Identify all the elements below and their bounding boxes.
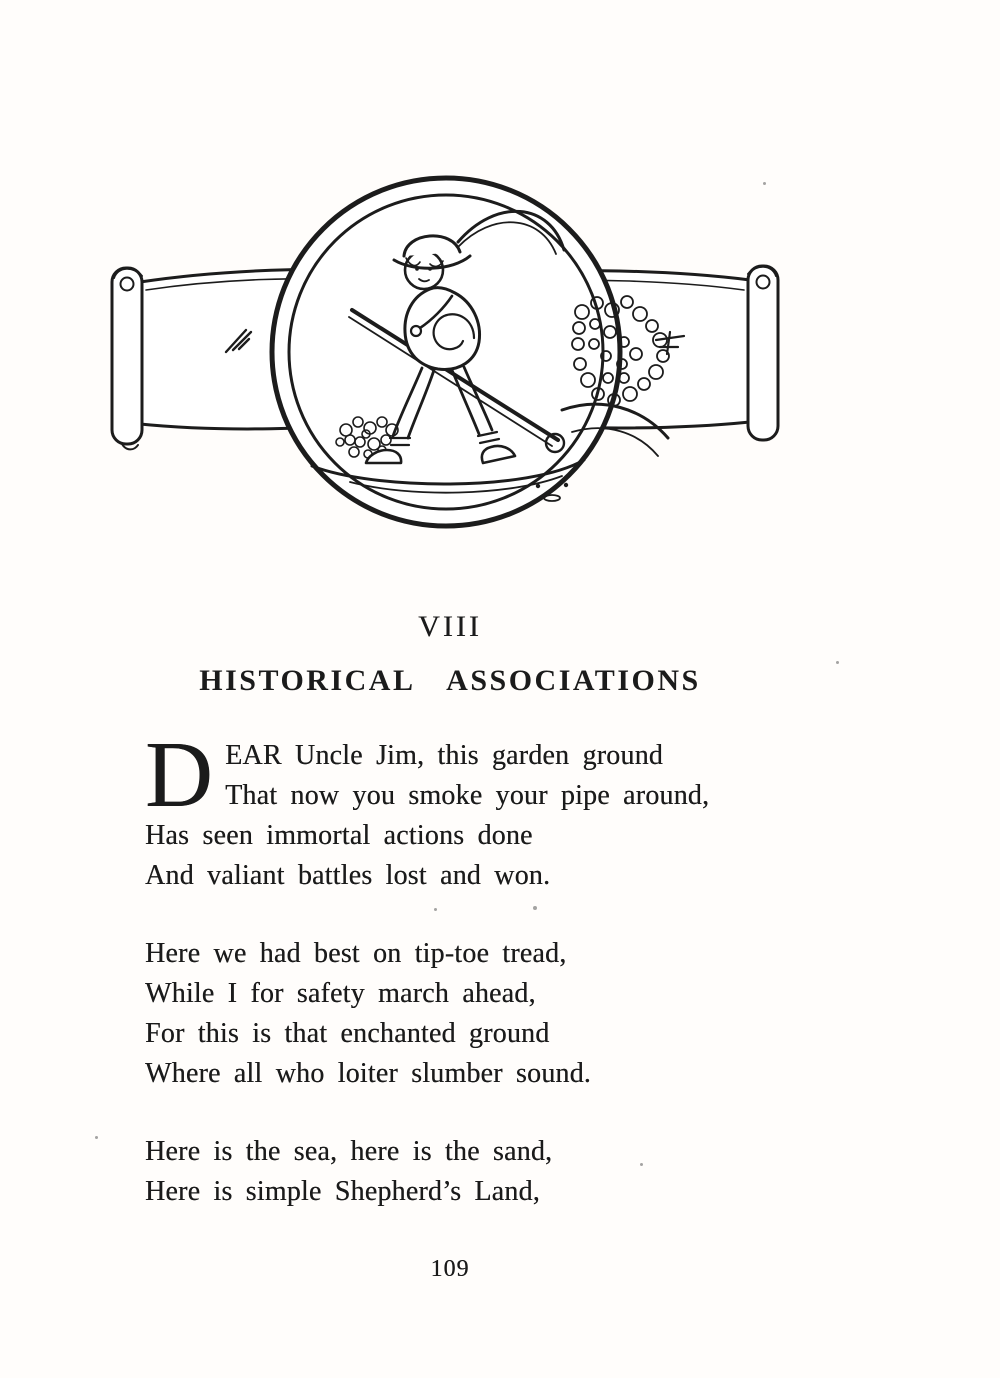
scan-speck [836,661,839,664]
chapter-number: VIII [418,610,482,643]
poem-line: Here we had best on tip-toe tread, [145,938,567,969]
scan-speck [533,906,537,910]
poem-title: HISTORICAL ASSOCIATIONS [199,664,701,697]
poem-body [145,723,885,1250]
drop-cap: D [145,723,214,827]
poem-line: Where all who loiter slumber sound. [145,1058,592,1089]
stanza-3 [145,1132,885,1212]
stanza-1 [145,723,885,896]
scan-speck [763,182,766,185]
poem-line: Has seen immortal actions done [145,820,533,851]
poem-line: Here is the sea, here is the sand, [145,1136,553,1167]
poem-line: That now you smoke your pipe around, [225,780,710,811]
boy-medallion-illustration [100,172,790,532]
poem-line: While I for safety march ahead, [145,978,536,1009]
poem-line: For this is that enchanted ground [145,1018,550,1049]
poem-line: And valiant battles lost and won. [145,860,551,891]
scan-speck [640,1163,643,1166]
scan-speck [95,1136,98,1139]
right-scroll-roll [748,266,778,440]
page-number: 109 [430,1256,470,1282]
header-illustration [100,172,790,532]
left-scroll-roll [112,268,142,444]
poem-line: Here is simple Shepherd’s Land, [145,1176,540,1207]
scan-speck [434,908,437,911]
stanza-2 [145,934,885,1094]
poem-line: EAR Uncle Jim, this garden ground [225,740,663,771]
